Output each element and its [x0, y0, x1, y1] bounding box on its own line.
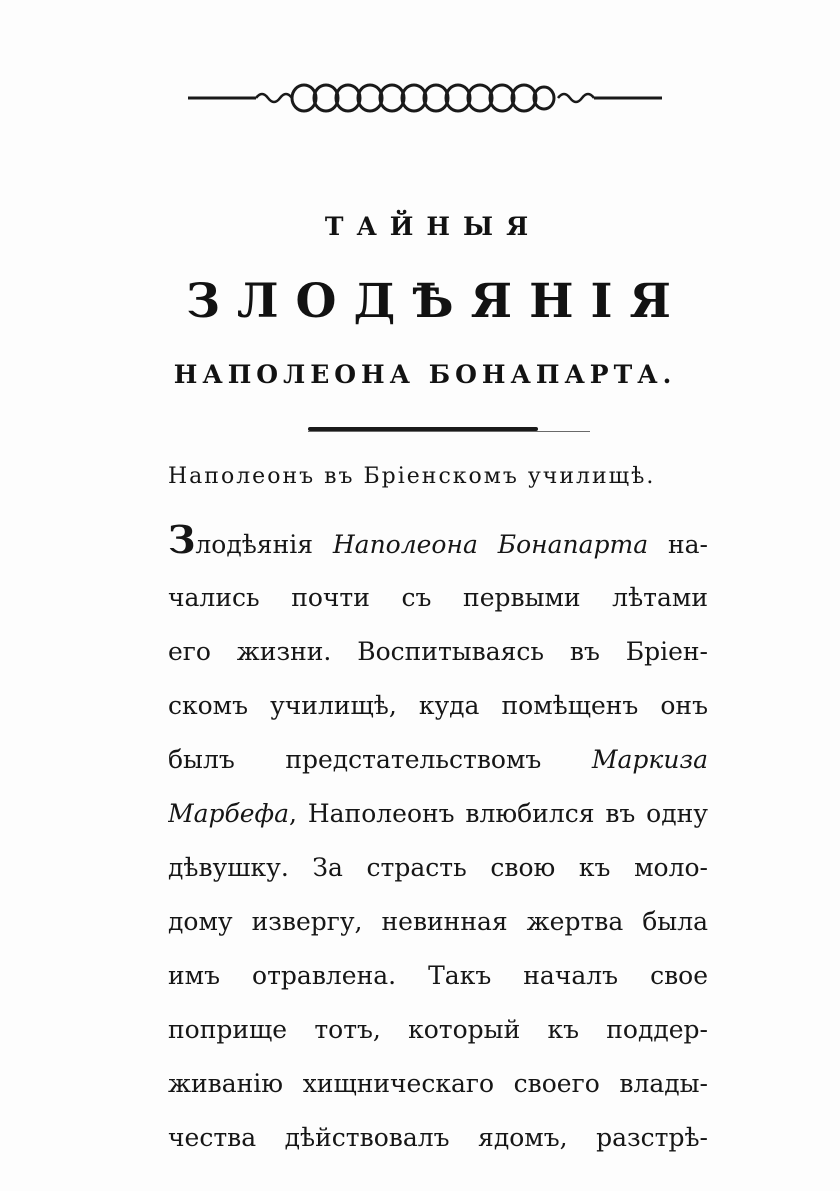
title-line-1: ТАЙНЫЯ — [324, 212, 542, 241]
body-paragraph — [168, 520, 708, 1168]
body-line-3: его жизни. Воспитываясь въ Бріен- — [168, 637, 708, 666]
title-line-2: ЗЛОДѢЯНIЯ — [186, 274, 688, 329]
body-line-6-italic: Марбефа — [168, 799, 290, 828]
body-line-11: живанію хищническаго своего влады- — [168, 1069, 708, 1098]
body-line-6 — [168, 790, 708, 844]
drop-cap: З — [168, 520, 196, 562]
body-line-10: поприще тотъ, который къ поддер- — [168, 1015, 708, 1044]
body-line-5 — [168, 736, 708, 790]
body-line-5-italic: Маркиза — [591, 745, 708, 774]
title-line-3: НАПОЛЕОНА БОНАПАРТА. — [173, 360, 677, 389]
body-line-6-text: , Наполеонъ влюбился въ одну — [289, 799, 708, 828]
body-line-4: скомъ училищѣ, куда помѣщенъ онъ — [168, 691, 708, 720]
body-line-7: дѣвушку. За страсть свою къ моло- — [168, 853, 708, 882]
body-line-1-end: на- — [648, 530, 708, 559]
title-divider-hairline — [308, 431, 590, 432]
body-line-9: имъ отравлена. Такъ началъ свое — [168, 961, 708, 990]
body-line-12: чества дѣйствовалъ ядомъ, разстрѣ- — [168, 1123, 708, 1152]
chain-loop-ornament-icon — [186, 76, 664, 120]
body-line-8: дому извергу, невинная жертва была — [168, 907, 708, 936]
body-line-1-text: лодѣянія — [195, 530, 333, 559]
body-line-1-italic: Наполеона Бонапарта — [332, 530, 649, 559]
body-line-1 — [168, 520, 708, 574]
body-line-5-text: былъ предстательствомъ — [168, 745, 592, 774]
section-heading: Наполеонъ въ Бріенскомъ училищѣ. — [168, 464, 656, 489]
body-line-2: чались почти съ первыми лѣтами — [168, 583, 708, 612]
